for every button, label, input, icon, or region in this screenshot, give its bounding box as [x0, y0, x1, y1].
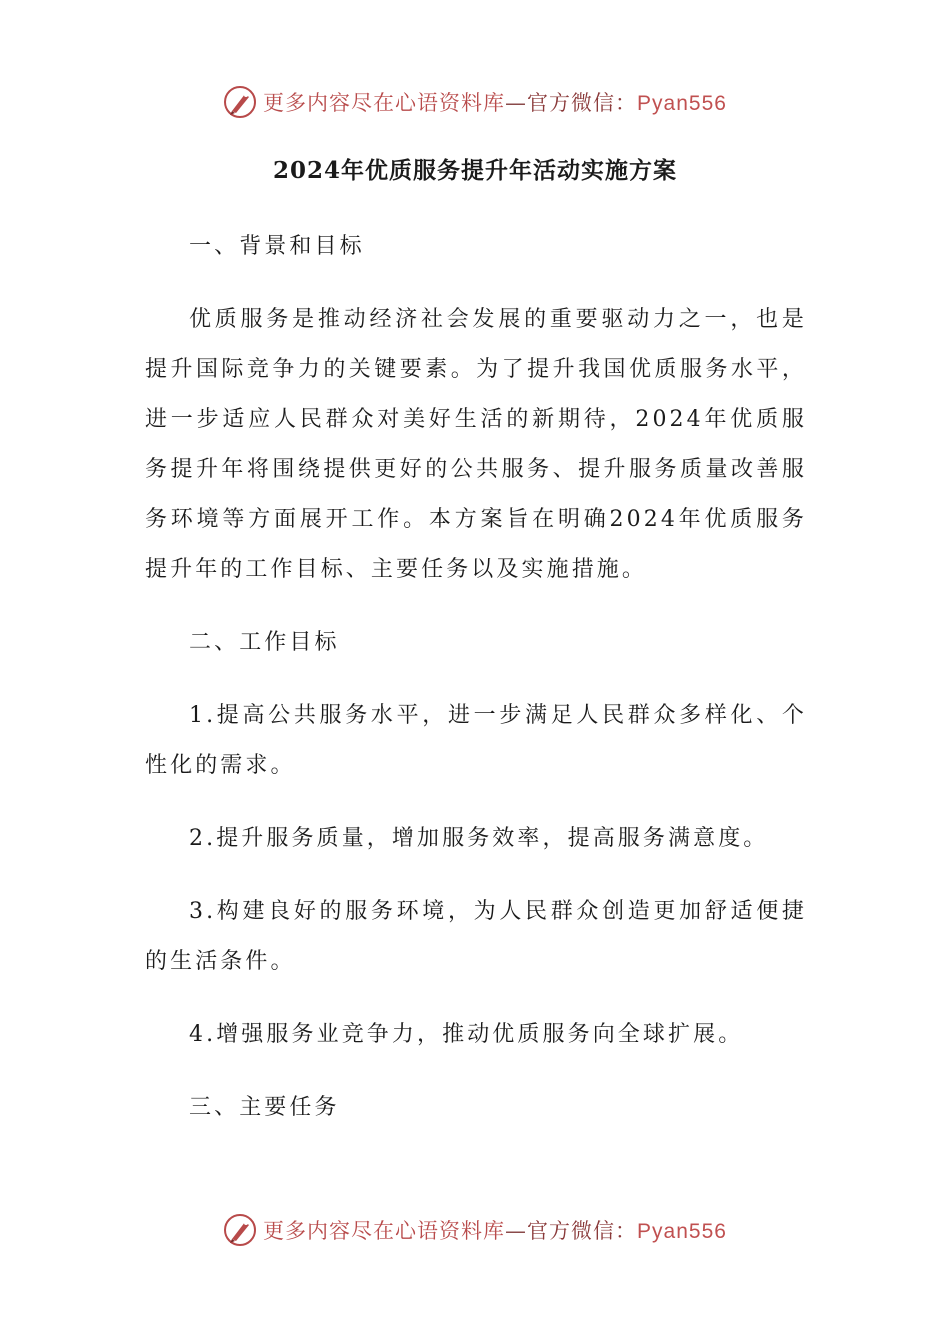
- document-body: [145, 222, 807, 1133]
- section-heading-goals: 二、工作目标: [189, 630, 340, 655]
- watermark-text: [263, 1215, 727, 1245]
- watermark-wechat-id: Pyan556: [637, 92, 727, 115]
- goal-item-1: 1.提高公共服务水平，进一步满足人民群众多样化、个性化的需求。: [145, 703, 807, 778]
- watermark-text: [263, 87, 727, 117]
- section-heading-background: 一、背景和目标: [189, 234, 365, 259]
- watermark-wechat-label: 官方微信：: [527, 1219, 638, 1243]
- paragraph-background: 优质服务是推动经济社会发展的重要驱动力之一，也是提升国际竞争力的关键要素。为了提升我国优质服务水平，进一步适应人民群众对美好生活的新期待，2024年优质服务提升年将围绕提供更好的公共服务、提升服务质量改善服务环境等方面展开工作。本方案旨在明确2024年优质服务提升年的工作目标、主要任务以及实施措施。: [145, 307, 807, 582]
- goal-item-4: 4.增强服务业竞争力，推动优质服务向全球扩展。: [189, 1022, 744, 1047]
- header-watermark: [0, 82, 950, 122]
- goal-item-3: 3.构建良好的服务环境，为人民群众创造更加舒适便捷的生活条件。: [145, 899, 807, 974]
- watermark-wechat-label: 官方微信：: [527, 91, 638, 115]
- watermark-separator: —: [505, 91, 528, 115]
- watermark-separator: —: [505, 1219, 528, 1243]
- goal-item-2: 2.提升服务质量，增加服务效率，提高服务满意度。: [189, 826, 769, 851]
- watermark-wechat-id: Pyan556: [637, 1220, 727, 1243]
- pen-logo-icon: [223, 85, 257, 119]
- pen-logo-icon: [223, 1213, 257, 1247]
- document-title: 2024年优质服务提升年活动实施方案: [272, 157, 677, 184]
- watermark-brand: 更多内容尽在心语资料库: [263, 1219, 506, 1243]
- footer-watermark: [0, 1210, 950, 1250]
- watermark-brand: 更多内容尽在心语资料库: [263, 91, 506, 115]
- section-heading-tasks: 三、主要任务: [189, 1095, 340, 1120]
